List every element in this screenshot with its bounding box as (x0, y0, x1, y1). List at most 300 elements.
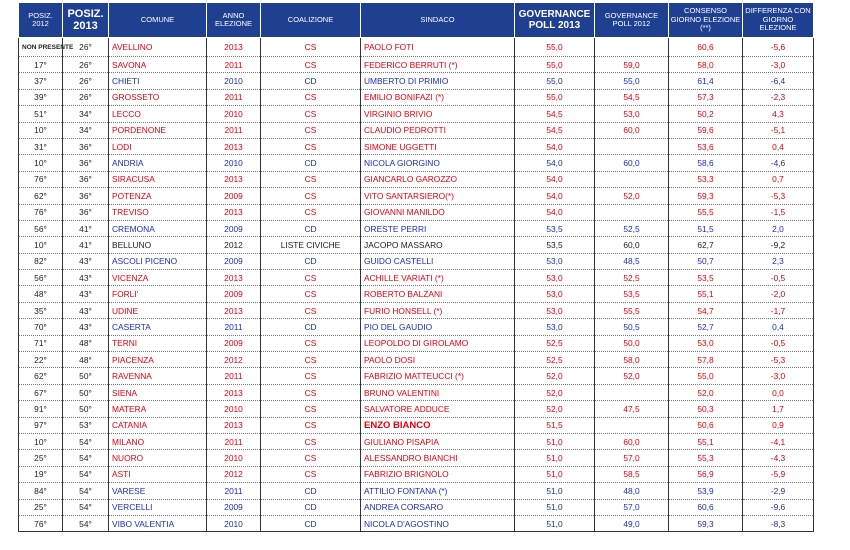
cell-differenza: -4,1 (743, 433, 814, 449)
cell-pos2013: 26° (63, 89, 109, 105)
cell-differenza: -8,3 (743, 515, 814, 531)
cell-differenza: -3,0 (743, 57, 814, 73)
cell-anno: 2013 (207, 138, 261, 154)
cell-gov2012 (595, 384, 669, 400)
table-row (19, 319, 814, 335)
cell-gov2012: 57,0 (595, 499, 669, 515)
cell-comune: UDINE (109, 302, 207, 318)
cell-coalizione: CS (261, 204, 361, 220)
cell-pos2013: 36° (63, 171, 109, 187)
cell-sindaco: CLAUDIO PEDROTTI (361, 122, 515, 138)
cell-consenso: 53,0 (669, 335, 743, 351)
cell-gov2013: 53,5 (515, 220, 595, 236)
cell-consenso: 62,7 (669, 237, 743, 253)
cell-consenso: 60,6 (669, 38, 743, 57)
cell-coalizione: CS (261, 401, 361, 417)
cell-anno: 2009 (207, 499, 261, 515)
cell-gov2013: 55,0 (515, 89, 595, 105)
cell-gov2012: 54,5 (595, 89, 669, 105)
cell-pos2013: 36° (63, 188, 109, 204)
cell-comune: RAVENNA (109, 368, 207, 384)
cell-coalizione: CD (261, 73, 361, 89)
cell-sindaco: FABRIZIO BRIGNOLO (361, 466, 515, 482)
cell-pos2013: 41° (63, 220, 109, 236)
cell-consenso: 53,9 (669, 483, 743, 499)
cell-pos2012: 82° (19, 253, 63, 269)
header-pos2012: POSIZ. 2012 (19, 3, 63, 38)
cell-pos2013: 48° (63, 352, 109, 368)
cell-consenso: 56,9 (669, 466, 743, 482)
cell-pos2013: 26° (63, 57, 109, 73)
cell-pos2013: 54° (63, 466, 109, 482)
cell-differenza: -4,3 (743, 450, 814, 466)
cell-sindaco: SALVATORE ADDUCE (361, 401, 515, 417)
cell-pos2012: 37° (19, 73, 63, 89)
cell-comune: PIACENZA (109, 352, 207, 368)
cell-gov2013: 51,0 (515, 450, 595, 466)
cell-consenso: 55,3 (669, 450, 743, 466)
cell-anno: 2013 (207, 171, 261, 187)
table-row (19, 57, 814, 73)
cell-coalizione: CS (261, 384, 361, 400)
cell-pos2012: 25° (19, 499, 63, 515)
cell-anno: 2011 (207, 433, 261, 449)
cell-differenza: -5,6 (743, 38, 814, 57)
cell-comune: GROSSETO (109, 89, 207, 105)
cell-pos2012: 67° (19, 384, 63, 400)
cell-pos2013: 43° (63, 302, 109, 318)
header-coalizione: COALIZIONE (261, 3, 361, 38)
cell-anno: 2010 (207, 515, 261, 531)
cell-comune: ANDRIA (109, 155, 207, 171)
table-row (19, 155, 814, 171)
cell-differenza: 2,0 (743, 220, 814, 236)
governance-poll-table (18, 2, 814, 532)
cell-anno: 2011 (207, 89, 261, 105)
cell-pos2012: 17° (19, 57, 63, 73)
cell-gov2013: 52,0 (515, 368, 595, 384)
cell-gov2012: 52,5 (595, 220, 669, 236)
cell-consenso: 58,6 (669, 155, 743, 171)
cell-gov2012 (595, 417, 669, 433)
table-row (19, 122, 814, 138)
cell-comune: FORLI' (109, 286, 207, 302)
cell-comune: CREMONA (109, 220, 207, 236)
cell-pos2013: 43° (63, 270, 109, 286)
cell-pos2012: 10° (19, 155, 63, 171)
cell-gov2013: 52,0 (515, 401, 595, 417)
cell-consenso: 58,0 (669, 57, 743, 73)
cell-gov2013: 54,0 (515, 204, 595, 220)
cell-gov2013: 53,5 (515, 237, 595, 253)
cell-consenso: 55,0 (669, 368, 743, 384)
cell-coalizione: CD (261, 253, 361, 269)
cell-gov2012: 47,5 (595, 401, 669, 417)
table-body (19, 38, 814, 532)
cell-sindaco: FABRIZIO MATTEUCCI (*) (361, 368, 515, 384)
cell-sindaco: PAOLO DOSI (361, 352, 515, 368)
cell-gov2013: 51,0 (515, 483, 595, 499)
cell-consenso: 50,6 (669, 417, 743, 433)
cell-gov2012: 60,0 (595, 122, 669, 138)
cell-differenza: -1,7 (743, 302, 814, 318)
table-row (19, 237, 814, 253)
cell-gov2013: 51,0 (515, 466, 595, 482)
cell-pos2013: 43° (63, 319, 109, 335)
cell-anno: 2011 (207, 319, 261, 335)
cell-pos2012: 62° (19, 368, 63, 384)
cell-gov2012: 60,0 (595, 237, 669, 253)
cell-pos2013: 54° (63, 450, 109, 466)
cell-pos2013: 50° (63, 401, 109, 417)
cell-sindaco: EMILIO BONIFAZI (*) (361, 89, 515, 105)
cell-sindaco: FURIO HONSELL (*) (361, 302, 515, 318)
cell-gov2012: 55,0 (595, 73, 669, 89)
cell-consenso: 52,7 (669, 319, 743, 335)
cell-sindaco: JACOPO MASSARO (361, 237, 515, 253)
cell-gov2012: 59,0 (595, 57, 669, 73)
cell-coalizione: CS (261, 188, 361, 204)
cell-differenza: -2,0 (743, 286, 814, 302)
cell-gov2013: 53,0 (515, 286, 595, 302)
cell-gov2013: 51,5 (515, 417, 595, 433)
cell-comune: VERCELLI (109, 499, 207, 515)
cell-gov2012: 50,0 (595, 335, 669, 351)
cell-sindaco: ORESTE PERRI (361, 220, 515, 236)
cell-gov2012 (595, 138, 669, 154)
cell-consenso: 50,2 (669, 106, 743, 122)
table-row (19, 188, 814, 204)
cell-differenza: -0,5 (743, 335, 814, 351)
table-row (19, 433, 814, 449)
cell-consenso: 50,7 (669, 253, 743, 269)
cell-gov2013: 53,0 (515, 253, 595, 269)
cell-pos2012: 62° (19, 188, 63, 204)
cell-coalizione: CS (261, 89, 361, 105)
cell-pos2012: 76° (19, 171, 63, 187)
cell-pos2012: 25° (19, 450, 63, 466)
table-row (19, 466, 814, 482)
cell-gov2013: 52,5 (515, 352, 595, 368)
cell-pos2013: 54° (63, 499, 109, 515)
cell-comune: ASTI (109, 466, 207, 482)
cell-consenso: 50,3 (669, 401, 743, 417)
cell-coalizione: CS (261, 352, 361, 368)
cell-comune: BELLUNO (109, 237, 207, 253)
cell-anno: 2010 (207, 155, 261, 171)
cell-gov2013: 54,0 (515, 188, 595, 204)
cell-coalizione: CD (261, 483, 361, 499)
cell-gov2013: 53,0 (515, 319, 595, 335)
cell-coalizione: CS (261, 57, 361, 73)
cell-gov2013: 54,5 (515, 122, 595, 138)
cell-gov2012: 55,5 (595, 302, 669, 318)
header-gov2013: GOVERNANCE POLL 2013 (515, 3, 595, 38)
cell-pos2013: 48° (63, 335, 109, 351)
cell-pos2013: 36° (63, 155, 109, 171)
cell-comune: VICENZA (109, 270, 207, 286)
cell-pos2012: 76° (19, 204, 63, 220)
cell-sindaco: ACHILLE VARIATI (*) (361, 270, 515, 286)
cell-coalizione: CS (261, 302, 361, 318)
cell-comune: TERNI (109, 335, 207, 351)
cell-comune: SAVONA (109, 57, 207, 73)
cell-gov2012: 60,0 (595, 155, 669, 171)
cell-sindaco: GUIDO CASTELLI (361, 253, 515, 269)
cell-gov2013: 52,0 (515, 384, 595, 400)
cell-anno: 2010 (207, 73, 261, 89)
table-row (19, 368, 814, 384)
cell-anno: 2012 (207, 466, 261, 482)
cell-anno: 2013 (207, 302, 261, 318)
cell-differenza: 0,9 (743, 417, 814, 433)
cell-gov2012: 48,0 (595, 483, 669, 499)
cell-sindaco: NICOLA D'AGOSTINO (361, 515, 515, 531)
cell-gov2013: 54,0 (515, 138, 595, 154)
cell-gov2013: 51,0 (515, 515, 595, 531)
cell-pos2012: NON PRESENTE (19, 38, 63, 57)
cell-sindaco: GIULIANO PISAPIA (361, 433, 515, 449)
cell-differenza: 1,7 (743, 401, 814, 417)
cell-pos2013: 54° (63, 433, 109, 449)
cell-pos2012: 31° (19, 138, 63, 154)
cell-coalizione: CS (261, 122, 361, 138)
cell-comune: MILANO (109, 433, 207, 449)
cell-gov2013: 55,0 (515, 73, 595, 89)
cell-pos2013: 26° (63, 38, 109, 57)
cell-differenza: -2,3 (743, 89, 814, 105)
cell-comune: ASCOLI PICENO (109, 253, 207, 269)
table-row (19, 335, 814, 351)
cell-pos2013: 50° (63, 384, 109, 400)
table-row (19, 302, 814, 318)
cell-gov2012: 52,0 (595, 368, 669, 384)
cell-gov2013: 54,0 (515, 171, 595, 187)
cell-differenza: 2,3 (743, 253, 814, 269)
cell-consenso: 52,0 (669, 384, 743, 400)
cell-gov2012: 50,5 (595, 319, 669, 335)
cell-consenso: 51,5 (669, 220, 743, 236)
cell-gov2012: 53,5 (595, 286, 669, 302)
table-row (19, 253, 814, 269)
cell-anno: 2011 (207, 57, 261, 73)
cell-gov2013: 54,0 (515, 155, 595, 171)
cell-sindaco: PAOLO FOTI (361, 38, 515, 57)
cell-comune: TREVISO (109, 204, 207, 220)
cell-differenza: -5,1 (743, 122, 814, 138)
cell-coalizione: CS (261, 38, 361, 57)
table-row (19, 499, 814, 515)
cell-sindaco: BRUNO VALENTINI (361, 384, 515, 400)
cell-pos2012: 71° (19, 335, 63, 351)
cell-consenso: 59,3 (669, 515, 743, 531)
cell-pos2012: 51° (19, 106, 63, 122)
cell-anno: 2011 (207, 368, 261, 384)
cell-coalizione: CS (261, 368, 361, 384)
cell-coalizione: CD (261, 499, 361, 515)
cell-gov2012: 58,0 (595, 352, 669, 368)
cell-consenso: 53,6 (669, 138, 743, 154)
cell-comune: LODI (109, 138, 207, 154)
cell-consenso: 53,5 (669, 270, 743, 286)
cell-gov2012: 49,0 (595, 515, 669, 531)
cell-pos2012: 70° (19, 319, 63, 335)
table-row (19, 38, 814, 57)
cell-comune: SIENA (109, 384, 207, 400)
cell-coalizione: CS (261, 286, 361, 302)
cell-pos2012: 10° (19, 237, 63, 253)
cell-gov2013: 55,0 (515, 38, 595, 57)
cell-differenza: -5,3 (743, 188, 814, 204)
cell-gov2013: 52,5 (515, 335, 595, 351)
cell-differenza: 4,3 (743, 106, 814, 122)
cell-differenza: -2,9 (743, 483, 814, 499)
cell-comune: SIRACUSA (109, 171, 207, 187)
cell-coalizione: CD (261, 515, 361, 531)
cell-comune: LECCO (109, 106, 207, 122)
cell-consenso: 54,7 (669, 302, 743, 318)
cell-consenso: 59,6 (669, 122, 743, 138)
cell-gov2012: 52,0 (595, 188, 669, 204)
cell-comune: MATERA (109, 401, 207, 417)
table-header (19, 3, 814, 38)
cell-pos2012: 97° (19, 417, 63, 433)
header-pos2013: POSIZ. 2013 (63, 3, 109, 38)
cell-pos2013: 50° (63, 368, 109, 384)
cell-coalizione: CD (261, 220, 361, 236)
cell-sindaco: ATTILIO FONTANA (*) (361, 483, 515, 499)
cell-sindaco: VITO SANTARSIERO(*) (361, 188, 515, 204)
table-row (19, 171, 814, 187)
cell-consenso: 61,4 (669, 73, 743, 89)
cell-differenza: 0,0 (743, 384, 814, 400)
cell-differenza: -3,0 (743, 368, 814, 384)
ranking-table-container (18, 2, 813, 532)
table-row (19, 352, 814, 368)
cell-sindaco: SIMONE UGGETTI (361, 138, 515, 154)
cell-sindaco: GIANCARLO GAROZZO (361, 171, 515, 187)
cell-pos2013: 53° (63, 417, 109, 433)
cell-comune: POTENZA (109, 188, 207, 204)
table-row (19, 450, 814, 466)
cell-sindaco: ALESSANDRO BIANCHI (361, 450, 515, 466)
header-gov2012: GOVERNANCE POLL 2012 (595, 3, 669, 38)
table-row (19, 401, 814, 417)
cell-coalizione: CS (261, 138, 361, 154)
cell-gov2013: 51,0 (515, 433, 595, 449)
cell-gov2012: 52,5 (595, 270, 669, 286)
cell-anno: 2009 (207, 335, 261, 351)
cell-pos2012: 76° (19, 515, 63, 531)
cell-pos2013: 36° (63, 138, 109, 154)
cell-sindaco: LEOPOLDO DI GIROLAMO (361, 335, 515, 351)
cell-gov2012: 58,5 (595, 466, 669, 482)
cell-differenza: -9,2 (743, 237, 814, 253)
cell-anno: 2013 (207, 38, 261, 57)
cell-comune: AVELLINO (109, 38, 207, 57)
cell-pos2012: 10° (19, 433, 63, 449)
cell-consenso: 60,6 (669, 499, 743, 515)
cell-anno: 2011 (207, 483, 261, 499)
cell-anno: 2010 (207, 401, 261, 417)
cell-comune: CHIETI (109, 73, 207, 89)
cell-consenso: 57,8 (669, 352, 743, 368)
table-row (19, 220, 814, 236)
cell-gov2012 (595, 38, 669, 57)
cell-anno: 2009 (207, 253, 261, 269)
cell-differenza: 0,4 (743, 319, 814, 335)
cell-sindaco: VIRGINIO BRIVIO (361, 106, 515, 122)
cell-consenso: 55,1 (669, 433, 743, 449)
cell-pos2013: 41° (63, 237, 109, 253)
cell-pos2013: 43° (63, 286, 109, 302)
cell-coalizione: CS (261, 270, 361, 286)
table-row (19, 515, 814, 531)
table-row (19, 270, 814, 286)
table-row (19, 138, 814, 154)
cell-pos2012: 56° (19, 270, 63, 286)
header-consenso: CONSENSO GIORNO ELEZIONE (**) (669, 3, 743, 38)
cell-gov2012 (595, 204, 669, 220)
cell-gov2012: 48,5 (595, 253, 669, 269)
cell-sindaco: GIOVANNI MANILDO (361, 204, 515, 220)
header-comune: COMUNE (109, 3, 207, 38)
cell-anno: 2012 (207, 352, 261, 368)
cell-differenza: -5,9 (743, 466, 814, 482)
cell-coalizione: LISTE CIVICHE (261, 237, 361, 253)
cell-comune: VARESE (109, 483, 207, 499)
cell-pos2012: 19° (19, 466, 63, 482)
cell-sindaco: PIO DEL GAUDIO (361, 319, 515, 335)
cell-consenso: 59,3 (669, 188, 743, 204)
cell-gov2013: 54,5 (515, 106, 595, 122)
cell-differenza: -5,3 (743, 352, 814, 368)
cell-coalizione: CS (261, 106, 361, 122)
table-row (19, 286, 814, 302)
cell-consenso: 55,1 (669, 286, 743, 302)
cell-comune: VIBO VALENTIA (109, 515, 207, 531)
cell-differenza: -4,6 (743, 155, 814, 171)
cell-differenza: 0,4 (743, 138, 814, 154)
cell-differenza: -0,5 (743, 270, 814, 286)
cell-pos2012: 48° (19, 286, 63, 302)
cell-gov2013: 51,0 (515, 499, 595, 515)
cell-comune: CASERTA (109, 319, 207, 335)
cell-pos2012: 84° (19, 483, 63, 499)
cell-differenza: -9,6 (743, 499, 814, 515)
cell-sindaco: ROBERTO BALZANI (361, 286, 515, 302)
cell-gov2012: 53,0 (595, 106, 669, 122)
cell-pos2012: 91° (19, 401, 63, 417)
cell-anno: 2013 (207, 270, 261, 286)
cell-pos2013: 54° (63, 515, 109, 531)
cell-anno: 2010 (207, 106, 261, 122)
cell-gov2013: 53,0 (515, 270, 595, 286)
table-row (19, 89, 814, 105)
cell-pos2013: 43° (63, 253, 109, 269)
cell-anno: 2009 (207, 188, 261, 204)
cell-comune: PORDENONE (109, 122, 207, 138)
cell-comune: NUORO (109, 450, 207, 466)
cell-coalizione: CD (261, 319, 361, 335)
cell-sindaco: UMBERTO DI PRIMIO (361, 73, 515, 89)
cell-anno: 2013 (207, 384, 261, 400)
cell-consenso: 57,3 (669, 89, 743, 105)
table-row (19, 417, 814, 433)
cell-differenza: 0,7 (743, 171, 814, 187)
cell-pos2012: 10° (19, 122, 63, 138)
table-row (19, 204, 814, 220)
